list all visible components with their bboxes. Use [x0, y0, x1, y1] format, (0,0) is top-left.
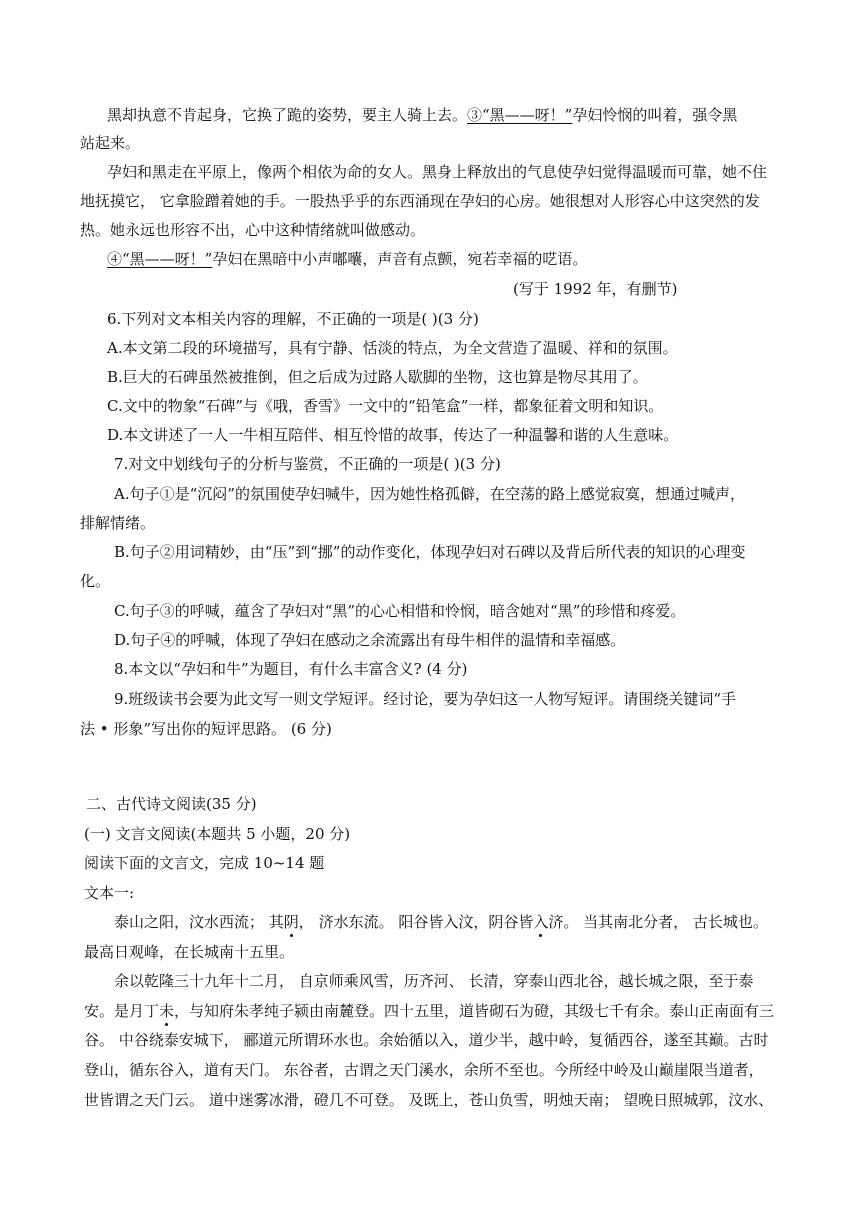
emphasis-dot-char: 未 [159, 1002, 175, 1020]
option-7b-cont: 化。 [80, 572, 111, 590]
option-7b: B.句子②用词精妙，由“压”到“挪”的动作变化，体现孕妇对石碑以及背后所代表的知识的心理变 [114, 543, 746, 561]
text-label: 文本一: [84, 884, 135, 902]
classical-text-line: 最高日观峰，在长城南十五里。 [84, 943, 295, 961]
underlined-sentence-3: ③“黑——呀！” [467, 106, 573, 124]
classical-text-line [84, 1001, 774, 1021]
passage-line: 热。她永远也形容不出，心中这种情绪就叫做感动。 [80, 221, 426, 239]
passage-line: 地抚摸它， 它拿脸蹭着她的手。一股热乎乎的东西涌现在孕妇的心房。她很想对人形容心中这突然的发 [80, 192, 760, 210]
passage-source: (写于 1992 年，有删节) [513, 280, 678, 298]
instruction: 阅读下面的文言文，完成 10~14 题 [84, 854, 325, 872]
passage-text: 孕妇怜悯的叫着，强令黑 [572, 106, 738, 124]
classical-text-line [114, 912, 768, 932]
passage-line [107, 105, 737, 125]
classical-text: 济。 当其南北分者， 古长城也。 [548, 913, 768, 931]
question-7: 7.对文中划线句子的分析与鉴赏，不正确的一项是( )(3 分) [114, 455, 501, 473]
question-9-cont: 法 • 形象”写出你的短评思路。 (6 分) [80, 720, 332, 738]
question-6: 6.下列对文本相关内容的理解，不正确的一项是( )(3 分) [107, 310, 479, 328]
classical-text-line: 谷。 中谷绕泰安城下， 郦道元所谓环水也。余始循以入，道少半，越中岭，复循西谷，遂至其巅。古时 [84, 1031, 769, 1049]
emphasis-dot-char: 入 [533, 913, 549, 931]
underlined-sentence-4: ④“黑——呀！” [107, 250, 213, 268]
option-7a-cont: 排解情绪。 [80, 514, 156, 532]
passage-text: 孕妇在黑暗中小声嘟囔，声音有点颤，宛若幸福的呓语。 [212, 250, 588, 268]
passage-text: 黑却执意不肯起身，它换了跪的姿势，要主人骑上去。 [107, 106, 468, 124]
question-8: 8.本文以“孕妇和牛”为题目，有什么丰富含义? (4 分) [114, 660, 468, 678]
option-6d: D.本文讲述了一人一牛相互陪伴、相互怜惜的故事，传达了一种温馨和谐的人生意味。 [107, 426, 679, 444]
classical-text-line: 登山，循东谷入，道有天门。 东谷者，古谓之天门溪水，余所不至也。今所经中岭及山巅崖限当道者， [84, 1061, 764, 1079]
classical-text: 安。是月丁 [84, 1002, 160, 1020]
option-6b: B.巨大的石碑虽然被推倒，但之后成为过路人歇脚的坐物，这也算是物尽其用了。 [107, 368, 648, 386]
option-6c: C.文中的物象“石碑”与《哦，香雪》一文中的“铅笔盒”一样，都象征着文明和知识。 [107, 397, 664, 415]
option-6a: A.本文第二段的环境描写，具有宁静、恬淡的特点，为全文营造了温暖、祥和的氛围。 [107, 339, 678, 357]
classical-text: ，与知府朱孝纯子颍由南麓登。四十五里，道皆砌石为磴，其级七千有余。泰山正南面有三 [174, 1002, 775, 1020]
passage-line: 站起来。 [80, 134, 141, 152]
classical-text: 泰山之阳，汶水西流； 其 [114, 913, 284, 931]
passage-line [107, 249, 587, 269]
emphasis-dot-char: 阴 [283, 913, 299, 931]
classical-text: ， 济水东流。 阳谷皆入汶，阴谷皆 [298, 913, 534, 931]
option-7d: D.句子④的呼喊，体现了孕妇在感动之余流露出有母牛相伴的温情和幸福感。 [114, 631, 626, 649]
question-9: 9.班级读书会要为此文写一则文学短评。经讨论，要为孕妇这一人物写短评。请围绕关键词“手 [114, 690, 736, 708]
option-7c: C.句子③的呼喊，蕴含了孕妇对“黑”的心心相惜和怜悯，暗含她对“黑”的珍惜和疼爱。 [114, 602, 686, 620]
classical-text-line: 世皆谓之天门云。 道中迷雾冰滑，磴几不可登。 及既上，苍山负雪，明烛天南； 望晚日照城郭，汶水、 [84, 1091, 774, 1109]
option-7a: A.句子①是“沉闷”的氛围使孕妇喊牛，因为她性格孤僻，在空荡的路上感觉寂寞，想通过喊声， [114, 485, 745, 503]
passage-line: 孕妇和黑走在平原上，像两个相依为命的女人。黑身上释放出的气息使孕妇觉得温暖而可靠，她不住 [107, 163, 768, 181]
classical-text-line: 余以乾隆三十九年十二月， 自京师乘风雪，历齐河、 长清，穿泰山西北谷，越长城之限，至于泰 [114, 972, 754, 990]
subsection-heading: (一) 文言文阅读(本题共 5 小题，20 分) [84, 825, 351, 843]
section-heading: 二、古代诗文阅读(35 分) [86, 795, 257, 813]
